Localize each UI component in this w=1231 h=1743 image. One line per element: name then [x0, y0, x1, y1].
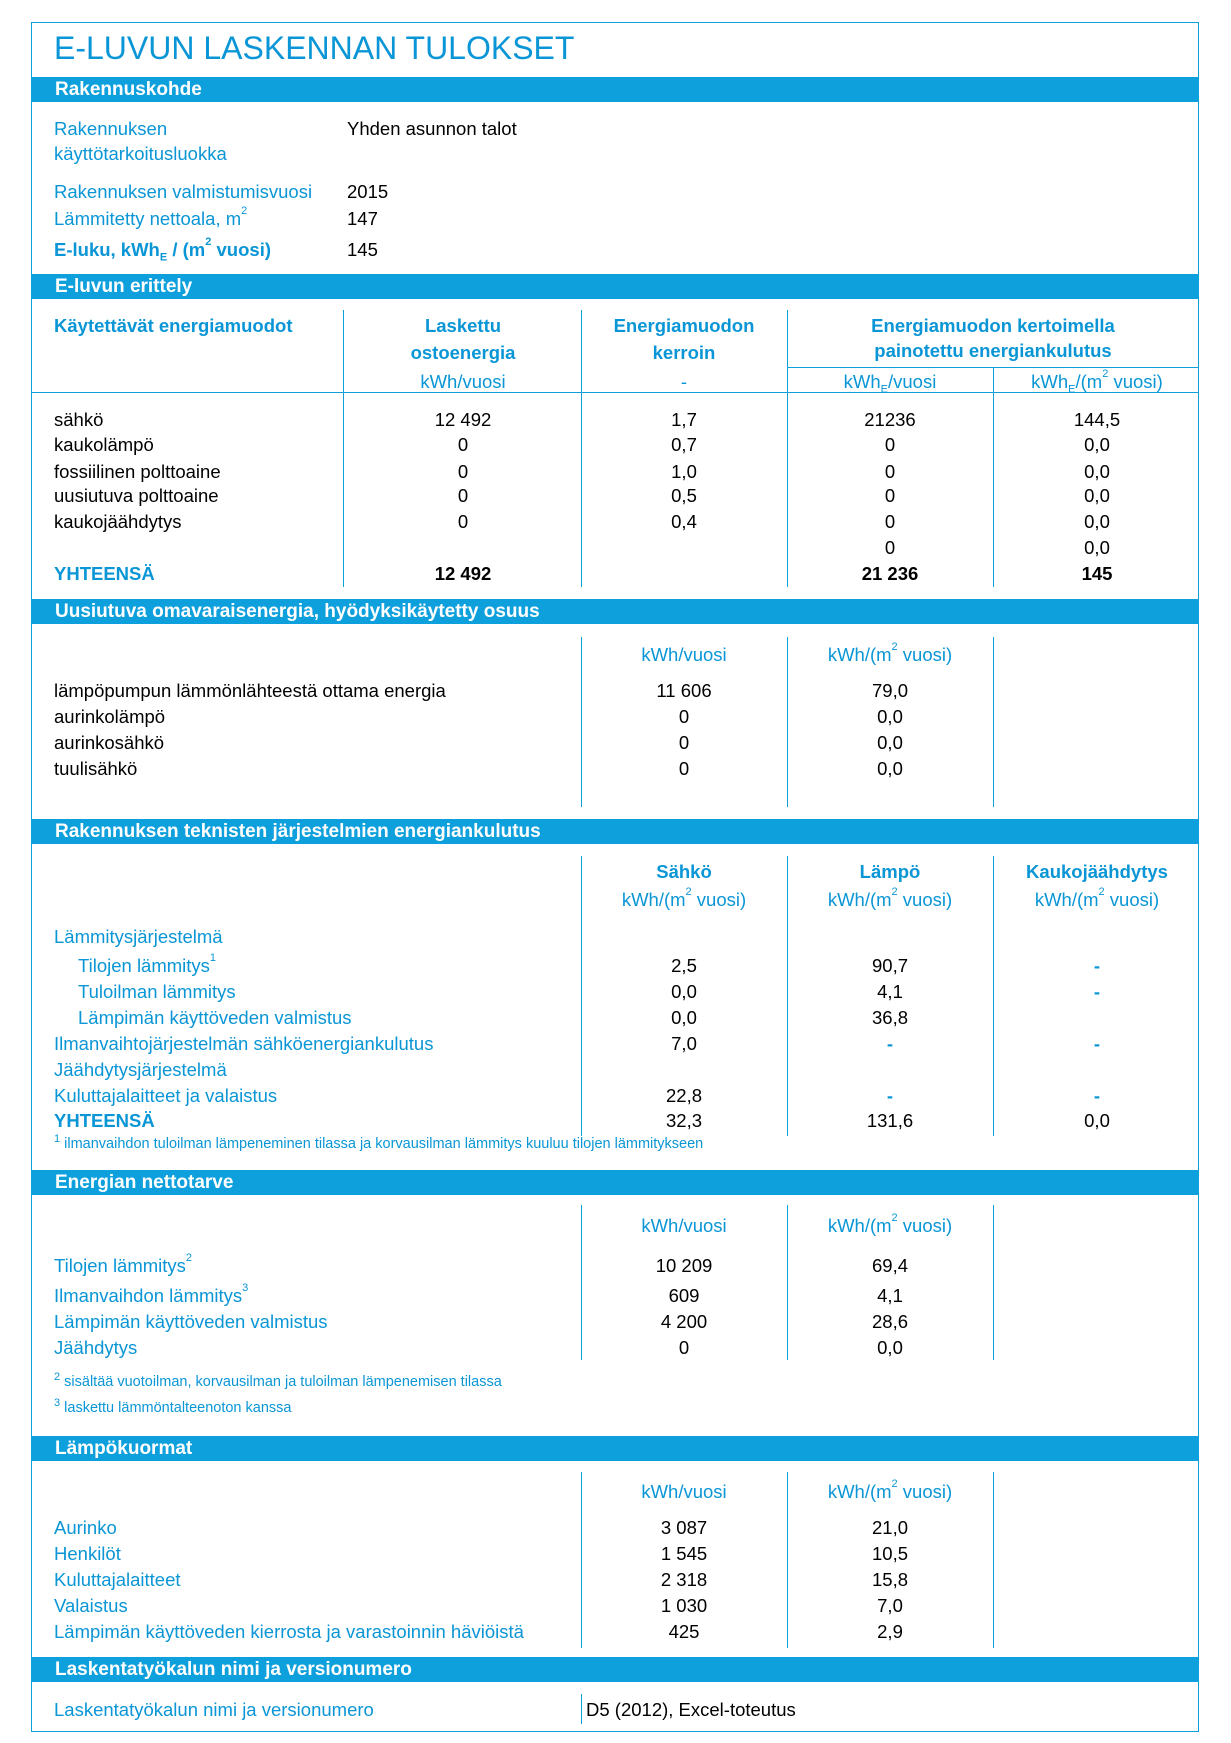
tekniset-total-lampo: 131,6 — [866, 1110, 914, 1131]
tyokalu-label: Laskentatyökalun nimi ja versionumero — [54, 1699, 374, 1720]
kuormat-row-name: Lämpimän käyttöveden kierrosta ja varastoinnin häviöistä — [54, 1621, 524, 1642]
erittely-row-per-m2: 0,0 — [1084, 434, 1110, 455]
divider — [993, 1205, 994, 1360]
kuormat-row-name: Aurinko — [54, 1517, 117, 1538]
tyokalu-value: D5 (2012), Excel-toteutus — [586, 1699, 796, 1720]
divider — [787, 1205, 788, 1360]
uusiutuva-row-v2: 79,0 — [871, 680, 909, 701]
luokka-label-2: käyttötarkoitusluokka — [54, 143, 227, 164]
netto-row-v2: 69,4 — [871, 1255, 909, 1276]
vuosi-label: Rakennuksen valmistumisvuosi — [54, 181, 313, 202]
netto-row-v1: 10 209 — [655, 1255, 713, 1276]
uusiutuva-row-name: tuulisähkö — [54, 758, 138, 779]
erittely-row-paino: 0 — [884, 537, 896, 558]
netto-row-v1: 4 200 — [660, 1311, 708, 1332]
tekniset-row-sahko: 22,8 — [665, 1085, 703, 1106]
tekniset-row-name: Tuloilman lämmitys — [78, 981, 236, 1002]
netto-footnote-2: $^2$ sisältää vuotoilman, korvausilman ja tuloilman lämpenemisen tilassa — [54, 1371, 502, 1390]
tekniset-unit-sahko: kWh/($m^2$ vuosi) — [621, 886, 747, 910]
erittely-header-kerroin: kerroin — [652, 342, 716, 363]
erittely-row-kerroin: 0,4 — [671, 511, 697, 532]
tekniset-header-sahko: Sähkö — [656, 861, 712, 882]
luokka-value: Yhden asunnon talot — [347, 118, 517, 139]
divider — [787, 856, 788, 1136]
erittely-header-painotettu-a: Energiamuodon kertoimella — [871, 315, 1115, 336]
erittely-row-per-m2: 0,0 — [1084, 537, 1110, 558]
erittely-row-name: kaukojäähdytys — [54, 511, 182, 532]
erittely-header-ostoenergia: ostoenergia — [410, 342, 516, 363]
tekniset-total-sahko: 32,3 — [665, 1110, 703, 1131]
divider — [581, 310, 582, 587]
netto-row-v1: 0 — [678, 1337, 690, 1358]
section-header-tekniset: Rakennuksen teknisten järjestelmien energiankulutus — [32, 819, 1198, 844]
divider — [787, 1472, 788, 1648]
erittely-header-laskettu: Laskettu — [424, 315, 502, 336]
erittely-unit-osto: kWh/vuosi — [420, 371, 506, 392]
divider — [787, 310, 788, 587]
erittely-header-energiamuodot: Käytettävät energiamuodot — [54, 315, 293, 336]
kuormat-row-name: Valaistus — [54, 1595, 128, 1616]
page-title: E-LUVUN LASKENNAN TULOKSET — [54, 30, 575, 66]
divider — [581, 1472, 582, 1648]
erittely-row-kerroin: 0,5 — [671, 485, 697, 506]
tekniset-row-sahko: 0,0 — [671, 1007, 697, 1028]
tekniset-row-kauko: - — [1093, 981, 1101, 1002]
divider — [787, 637, 788, 807]
netto-row-v2: 4,1 — [877, 1285, 903, 1306]
uusiutuva-row-v2: 0,0 — [877, 706, 903, 727]
erittely-row-osto: 0 — [457, 461, 469, 482]
section-header-lampokuormat: Lämpökuormat — [32, 1436, 1198, 1461]
erittely-total-paino: 21 236 — [861, 563, 919, 584]
uusiutuva-unit-1: kWh/vuosi — [641, 644, 727, 665]
uusiutuva-row-v1: 0 — [678, 706, 690, 727]
tekniset-row-sahko: 2,5 — [671, 955, 697, 976]
erittely-row-paino: 0 — [884, 434, 896, 455]
uusiutuva-row-v1: 0 — [678, 732, 690, 753]
tekniset-footnote: $^1$ ilmanvaihdon tuloilman lämpeneminen tilassa ja korvausilman lämmitys kuuluu tilojen lämmitykseen — [54, 1133, 704, 1152]
tekniset-row-name: Ilmanvaihtojärjestelmän sähköenergiankulutus — [54, 1033, 434, 1054]
uusiutuva-row-v1: 0 — [678, 758, 690, 779]
kuormat-row-v2: 21,0 — [871, 1517, 909, 1538]
tekniset-row-lampo: 36,8 — [871, 1007, 909, 1028]
ala-value: 147 — [347, 208, 378, 229]
tekniset-row-kauko: - — [1093, 1033, 1101, 1054]
section-header-uusiutuva: Uusiutuva omavaraisenergia, hyödyksikäytetty osuus — [32, 599, 1198, 624]
netto-row-name: Tilojen lämmitys$^2$ — [54, 1252, 193, 1276]
erittely-row-name: sähkö — [54, 409, 104, 430]
erittely-row-osto: 0 — [457, 434, 469, 455]
kuormat-row-v1: 2 318 — [660, 1569, 708, 1590]
tekniset-row-lampo: - — [886, 1033, 894, 1054]
erittely-row-paino: 0 — [884, 511, 896, 532]
netto-unit-2: kWh/($m^2$ vuosi) — [827, 1212, 953, 1236]
divider — [581, 1694, 582, 1724]
erittely-row-kerroin: 1,7 — [671, 409, 697, 430]
erittely-row-paino: 0 — [884, 485, 896, 506]
divider — [581, 856, 582, 1136]
tekniset-row-kauko: - — [1093, 955, 1101, 976]
tekniset-header-kaukojaahdytys: Kaukojäähdytys — [1026, 861, 1168, 882]
ala-label: Lämmitetty nettoala, $m^2$ — [54, 205, 248, 229]
uusiutuva-row-name: lämpöpumpun lämmönlähteestä ottama energia — [54, 680, 446, 701]
erittely-row-kerroin: 0,7 — [671, 434, 697, 455]
tekniset-row-sahko: 7,0 — [671, 1033, 697, 1054]
tekniset-total-label: YHTEENSÄ — [54, 1110, 155, 1131]
erittely-row-per-m2: 0,0 — [1084, 511, 1110, 532]
uusiutuva-unit-2: kWh/($m^2$ vuosi) — [827, 641, 953, 665]
erittely-unit-per-m2: $kWh_E/(m^2$ vuosi) — [1031, 368, 1163, 396]
tekniset-header-lampo: Lämpö — [859, 861, 921, 882]
divider — [993, 856, 994, 1136]
tekniset-row-lampo: 90,7 — [871, 955, 909, 976]
erittely-row-paino: 0 — [884, 461, 896, 482]
erittely-unit-kerroin: - — [680, 371, 688, 392]
erittely-header-painotettu-b: painotettu energiankulutus — [874, 340, 1112, 361]
section-header-erittely: E-luvun erittely — [32, 274, 1198, 299]
erittely-total-per-m2: 145 — [1081, 563, 1113, 584]
divider — [787, 367, 1198, 368]
tekniset-row-name: Lämmitysjärjestelmä — [54, 926, 223, 947]
eluku-label: E-luku, $kWh_E / (m^2$ vuosi) — [54, 236, 271, 264]
netto-row-v2: 28,6 — [871, 1311, 909, 1332]
erittely-row-osto: 12 492 — [434, 409, 492, 430]
tekniset-row-lampo: - — [886, 1085, 894, 1106]
netto-row-v2: 0,0 — [877, 1337, 903, 1358]
kuormat-row-v1: 425 — [668, 1621, 700, 1642]
tekniset-row-kauko: - — [1093, 1085, 1101, 1106]
netto-row-name: Jäähdytys — [54, 1337, 138, 1358]
erittely-row-name: fossiilinen polttoaine — [54, 461, 221, 482]
netto-footnote-3: $^3$ laskettu lämmöntalteenoton kanssa — [54, 1397, 292, 1416]
tekniset-row-name: Kuluttajalaitteet ja valaistus — [54, 1085, 278, 1106]
erittely-row-per-m2: 0,0 — [1084, 461, 1110, 482]
kuormat-unit-2: kWh/($m^2$ vuosi) — [827, 1478, 953, 1502]
divider — [343, 310, 344, 587]
netto-row-name: Ilmanvaihdon lämmitys$^3$ — [54, 1282, 249, 1306]
netto-row-v1: 609 — [668, 1285, 700, 1306]
erittely-row-per-m2: 144,5 — [1073, 409, 1121, 430]
kuormat-row-name: Henkilöt — [54, 1543, 121, 1564]
erittely-row-osto: 0 — [457, 511, 469, 532]
erittely-row-kerroin: 1,0 — [671, 461, 697, 482]
divider — [993, 637, 994, 807]
uusiutuva-row-v2: 0,0 — [877, 758, 903, 779]
tekniset-row-name: Tilojen lämmitys$^1$ — [78, 952, 217, 976]
kuormat-row-v1: 3 087 — [660, 1517, 708, 1538]
kuormat-unit-1: kWh/vuosi — [641, 1481, 727, 1502]
erittely-total-label: YHTEENSÄ — [54, 563, 155, 584]
divider — [993, 1472, 994, 1648]
erittely-header-energiamuodon: Energiamuodon — [613, 315, 755, 336]
erittely-unit-paino: kWh$_E$/vuosi — [843, 371, 937, 396]
section-header-netto: Energian nettotarve — [32, 1170, 1198, 1195]
erittely-row-per-m2: 0,0 — [1084, 485, 1110, 506]
eluku-value: 145 — [347, 239, 378, 260]
divider — [581, 1205, 582, 1360]
erittely-row-paino: 21236 — [864, 409, 916, 430]
kuormat-row-name: Kuluttajalaitteet — [54, 1569, 181, 1590]
kuormat-row-v1: 1 545 — [660, 1543, 708, 1564]
vuosi-value: 2015 — [347, 181, 389, 202]
kuormat-row-v2: 2,9 — [877, 1621, 903, 1642]
luokka-label-1: Rakennuksen — [54, 118, 168, 139]
section-header-rakennuskohde: Rakennuskohde — [32, 77, 1198, 102]
uusiutuva-row-name: aurinkosähkö — [54, 732, 165, 753]
kuormat-row-v2: 15,8 — [871, 1569, 909, 1590]
uusiutuva-row-v1: 11 606 — [656, 680, 712, 701]
erittely-row-name: kaukolämpö — [54, 434, 154, 455]
erittely-row-osto: 0 — [457, 485, 469, 506]
tekniset-row-lampo: 4,1 — [877, 981, 903, 1002]
section-header-tyokalu: Laskentatyökalun nimi ja versionumero — [32, 1657, 1198, 1682]
netto-row-name: Lämpimän käyttöveden valmistus — [54, 1311, 328, 1332]
kuormat-row-v2: 10,5 — [871, 1543, 909, 1564]
tekniset-unit-lampo: kWh/($m^2$ vuosi) — [827, 886, 953, 910]
erittely-total-osto: 12 492 — [434, 563, 492, 584]
divider — [32, 392, 1198, 393]
tekniset-row-name: Lämpimän käyttöveden valmistus — [78, 1007, 352, 1028]
tekniset-total-kauko: 0,0 — [1084, 1110, 1110, 1131]
tekniset-row-name: Jäähdytysjärjestelmä — [54, 1059, 227, 1080]
divider — [581, 637, 582, 807]
tekniset-unit-kauko: kWh/($m^2$ vuosi) — [1034, 886, 1160, 910]
uusiutuva-row-name: aurinkolämpö — [54, 706, 166, 727]
kuormat-row-v1: 1 030 — [660, 1595, 708, 1616]
tekniset-row-sahko: 0,0 — [671, 981, 697, 1002]
divider — [993, 367, 994, 587]
kuormat-row-v2: 7,0 — [877, 1595, 903, 1616]
erittely-row-name: uusiutuva polttoaine — [54, 485, 219, 506]
uusiutuva-row-v2: 0,0 — [877, 732, 903, 753]
netto-unit-1: kWh/vuosi — [641, 1215, 727, 1236]
